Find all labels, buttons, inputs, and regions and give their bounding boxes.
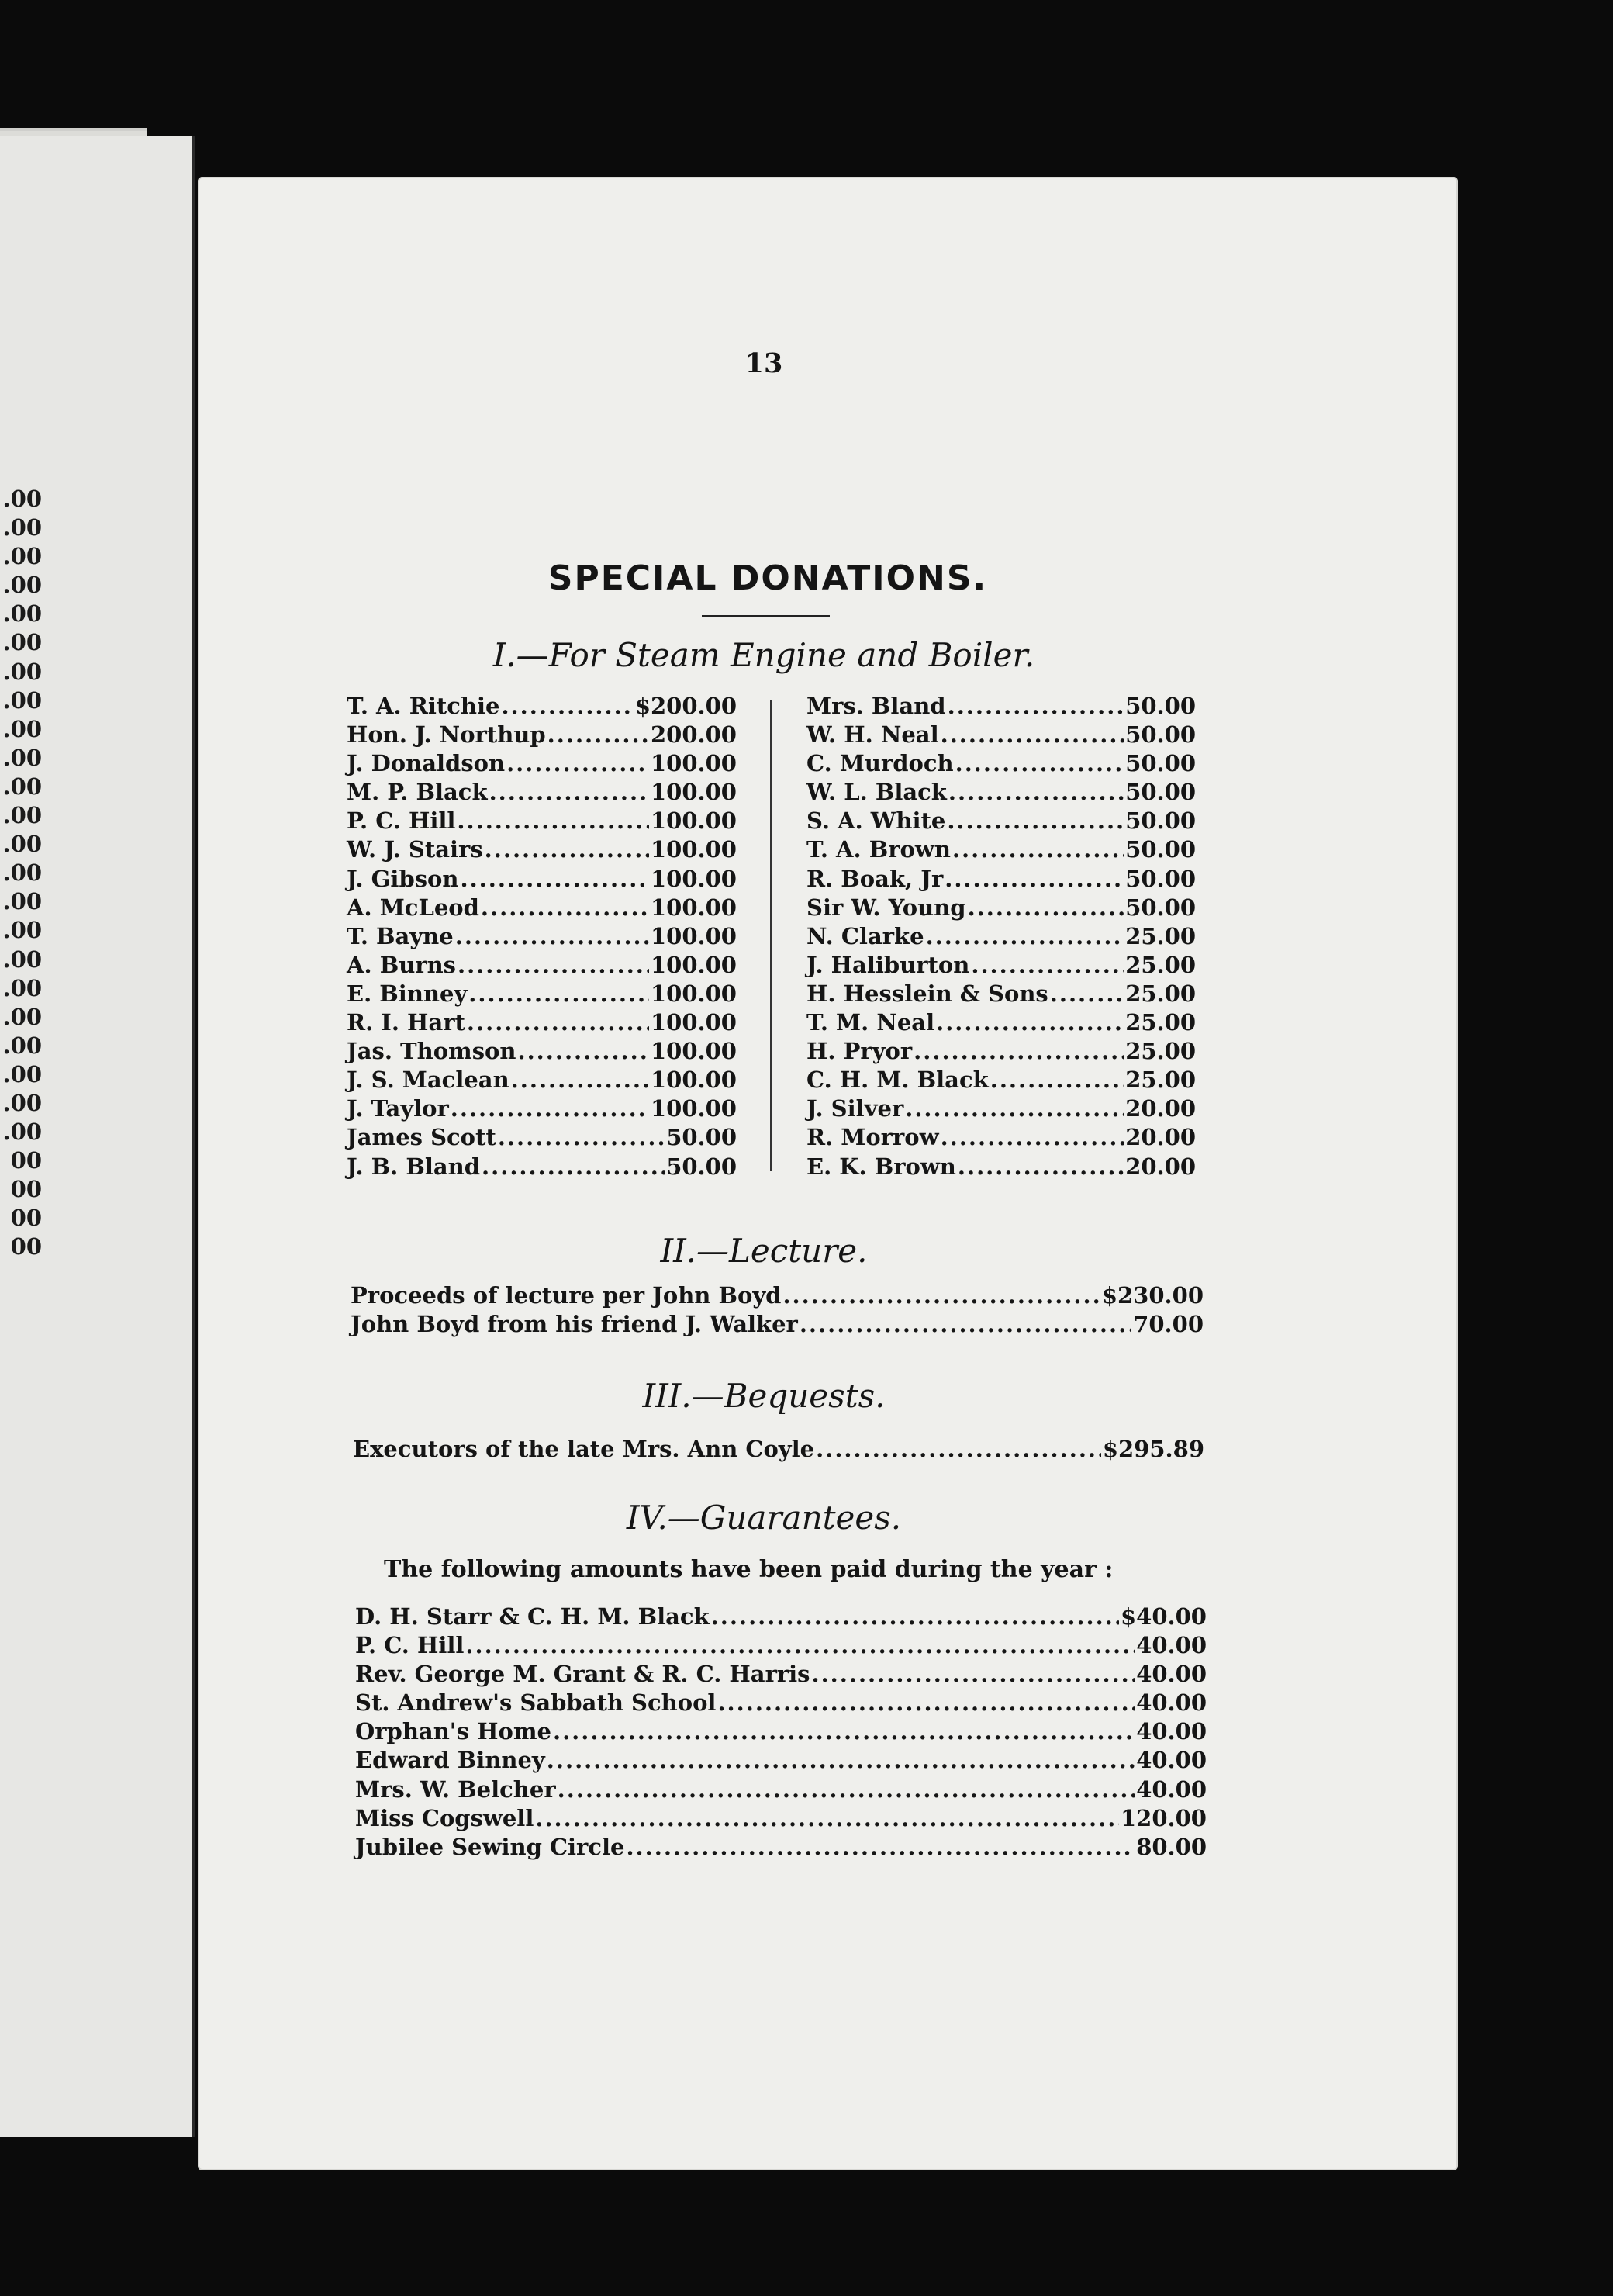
donor-name: J. Silver xyxy=(806,1095,904,1122)
donor-name: Mrs. Bland xyxy=(806,693,946,719)
dot-leader xyxy=(553,1717,1135,1746)
donation-row xyxy=(347,1008,737,1037)
donation-row xyxy=(355,1833,1207,1862)
donation-amount: 120.00 xyxy=(1121,1804,1207,1831)
donation-amount: 50.00 xyxy=(1125,750,1196,777)
donation-amount: 100.00 xyxy=(651,1095,737,1122)
donation-amount: 100.00 xyxy=(651,1067,737,1094)
donation-row xyxy=(355,1804,1207,1833)
adjacent-amount: .00 xyxy=(2,514,42,541)
section-heading-guarantees: IV.—Guarantees. xyxy=(626,1499,902,1537)
donation-row xyxy=(355,1746,1207,1775)
donation-amount: 20.00 xyxy=(1125,1124,1196,1151)
donation-amount: 50.00 xyxy=(666,1124,737,1151)
dot-leader xyxy=(816,1435,1101,1464)
donor-name: N. Clarke xyxy=(806,922,924,949)
donation-amount: 50.00 xyxy=(1125,894,1196,921)
donation-row xyxy=(347,778,737,807)
dot-leader xyxy=(558,1776,1135,1804)
donation-amount: 50.00 xyxy=(1125,836,1196,863)
adjacent-amount: .00 xyxy=(2,1003,42,1030)
donation-amount: 25.00 xyxy=(1125,1067,1196,1094)
donation-amount: 40.00 xyxy=(1136,1747,1207,1774)
section-heading-steam: I.—For Steam Engine and Boiler. xyxy=(492,636,1035,674)
donation-amount: 25.00 xyxy=(1125,1009,1196,1036)
donor-name: D. H. Starr & C. H. M. Black xyxy=(355,1603,710,1630)
adjacent-amount: .00 xyxy=(2,486,42,512)
donation-amount: 50.00 xyxy=(1125,721,1196,749)
dot-leader xyxy=(511,1066,649,1094)
donor-name: R. Morrow xyxy=(806,1124,939,1151)
lecture-list xyxy=(351,1281,1204,1339)
donation-row xyxy=(347,980,737,1008)
dot-leader xyxy=(782,1281,1100,1310)
dot-leader xyxy=(460,865,649,894)
donation-row xyxy=(806,807,1196,835)
donation-amount: $200.00 xyxy=(634,693,737,719)
donation-row xyxy=(355,1631,1207,1660)
donation-row xyxy=(806,778,1196,807)
dot-leader xyxy=(465,1631,1135,1660)
dot-leader xyxy=(501,692,633,721)
donation-amount: 100.00 xyxy=(651,779,737,806)
guarantees-intro: The following amounts have been paid during the year : xyxy=(384,1556,1114,1583)
donor-name: J. Haliburton xyxy=(806,951,970,978)
adjacent-amount: .00 xyxy=(2,600,42,628)
donation-amount: 80.00 xyxy=(1136,1833,1207,1860)
donation-row xyxy=(347,1123,737,1152)
donor-name: W. L. Black xyxy=(806,779,947,806)
dot-leader xyxy=(455,922,649,951)
donation-row xyxy=(806,692,1196,721)
donation-amount: 25.00 xyxy=(1125,951,1196,978)
dot-leader xyxy=(711,1603,1119,1631)
dot-leader xyxy=(926,922,1124,951)
donation-amount: 40.00 xyxy=(1136,1776,1207,1803)
donor-name: M. P. Black xyxy=(347,779,488,806)
donor-name: A. McLeod xyxy=(347,894,479,921)
title-rule xyxy=(702,615,830,617)
page-title: SPECIAL DONATIONS. xyxy=(547,558,988,598)
donor-name: R. I. Hart xyxy=(347,1009,465,1036)
donation-row xyxy=(355,1603,1207,1631)
dot-leader xyxy=(947,807,1124,835)
adjacent-amount: 00 xyxy=(10,1147,42,1174)
dot-leader xyxy=(468,980,649,1008)
donation-amount: 100.00 xyxy=(651,1009,737,1036)
donor-name: Jubilee Sewing Circle xyxy=(355,1833,625,1860)
adjacent-amount: .00 xyxy=(2,629,42,656)
donation-amount: 25.00 xyxy=(1125,980,1196,1007)
donation-amount: 40.00 xyxy=(1136,1718,1207,1745)
donor-name: H. Hesslein & Sons xyxy=(806,980,1048,1007)
donor-name: T. Bayne xyxy=(347,922,454,949)
donation-row xyxy=(355,1717,1207,1746)
donation-amount: 200.00 xyxy=(651,721,737,749)
donation-row xyxy=(347,807,737,835)
adjacent-amount: .00 xyxy=(2,859,42,887)
dot-leader xyxy=(626,1833,1135,1862)
donation-amount: 25.00 xyxy=(1125,922,1196,949)
dot-leader xyxy=(467,1008,649,1037)
dot-leader xyxy=(506,749,649,778)
dot-leader xyxy=(948,692,1124,721)
donation-row xyxy=(806,835,1196,864)
donor-name: Orphan's Home xyxy=(355,1718,551,1745)
donation-row xyxy=(347,865,737,894)
donation-amount: 50.00 xyxy=(1125,779,1196,806)
dot-leader xyxy=(547,721,649,749)
donor-name: J. B. Bland xyxy=(347,1153,481,1180)
donor-name: James Scott xyxy=(347,1124,496,1151)
donation-row xyxy=(806,1008,1196,1037)
page-number: 13 xyxy=(744,348,783,379)
donation-row xyxy=(355,1776,1207,1804)
donor-name: C. H. M. Black xyxy=(806,1067,989,1094)
donation-row xyxy=(353,1435,1204,1464)
donor-name: E. Binney xyxy=(347,980,468,1007)
dot-leader xyxy=(936,1008,1124,1037)
adjacent-amount: .00 xyxy=(2,946,42,973)
donor-name: J. Taylor xyxy=(347,1095,449,1122)
donation-row xyxy=(347,922,737,951)
adjacent-amount: .00 xyxy=(2,744,42,771)
dot-leader xyxy=(941,1123,1124,1152)
dot-leader xyxy=(451,1094,649,1123)
dot-leader xyxy=(485,835,649,864)
bequests-list xyxy=(353,1435,1204,1464)
donation-amount: 100.00 xyxy=(651,1038,737,1065)
donation-amount: 50.00 xyxy=(666,1153,737,1180)
donation-amount: 40.00 xyxy=(1136,1689,1207,1717)
donor-name: J. Donaldson xyxy=(347,750,506,777)
donor-name: T. A. Ritchie xyxy=(347,693,500,719)
donor-name: R. Boak, Jr xyxy=(806,865,944,892)
donor-name: Sir W. Young xyxy=(806,894,966,921)
donation-row xyxy=(806,749,1196,778)
donation-row xyxy=(806,1094,1196,1123)
dot-leader xyxy=(914,1037,1124,1066)
donation-amount: 40.00 xyxy=(1136,1661,1207,1688)
donation-amount: $230.00 xyxy=(1101,1282,1204,1309)
donation-amount: 70.00 xyxy=(1133,1311,1204,1338)
donor-name: A. Burns xyxy=(347,951,456,978)
donation-row xyxy=(351,1281,1204,1310)
donation-row xyxy=(806,894,1196,922)
donor-name: E. K. Brown xyxy=(806,1153,956,1180)
donor-name: P. C. Hill xyxy=(347,807,456,835)
donation-row xyxy=(347,1066,737,1094)
adjacent-amount: .00 xyxy=(2,1119,42,1146)
donation-row xyxy=(347,894,737,922)
donation-row xyxy=(806,1153,1196,1181)
dot-leader xyxy=(971,951,1124,980)
dot-leader xyxy=(517,1037,649,1066)
section-heading-lecture: II.—Lecture. xyxy=(660,1232,868,1270)
donor-name: Miss Cogswell xyxy=(355,1804,534,1831)
steam-donors-right-column xyxy=(806,692,1196,1181)
dot-leader xyxy=(948,778,1124,807)
adjacent-amount: 00 xyxy=(10,1176,42,1203)
donation-amount: 40.00 xyxy=(1136,1632,1207,1659)
dot-leader xyxy=(800,1310,1131,1339)
section-heading-bequests: III.—Bequests. xyxy=(642,1377,886,1415)
adjacent-amount: 00 xyxy=(10,1233,42,1260)
adjacent-page-amounts xyxy=(0,485,62,1262)
adjacent-amount: 00 xyxy=(10,1205,42,1232)
adjacent-amount: .00 xyxy=(2,1060,42,1087)
donation-row xyxy=(806,980,1196,1008)
adjacent-amount: .00 xyxy=(2,1089,42,1116)
adjacent-amount: .00 xyxy=(2,802,42,829)
dot-leader xyxy=(905,1094,1124,1123)
donor-name: St. Andrew's Sabbath School xyxy=(355,1689,717,1717)
donation-row xyxy=(806,865,1196,894)
donor-name: C. Murdoch xyxy=(806,750,954,777)
adjacent-amount: .00 xyxy=(2,715,42,742)
dot-leader xyxy=(952,835,1124,864)
donation-row xyxy=(347,1153,737,1181)
donation-row xyxy=(355,1689,1207,1717)
column-divider xyxy=(770,700,772,1171)
donor-name: Hon. J. Northup xyxy=(347,721,546,749)
donation-row xyxy=(347,951,737,980)
donation-amount: 100.00 xyxy=(651,836,737,863)
dot-leader xyxy=(717,1689,1135,1717)
adjacent-amount: .00 xyxy=(2,543,42,570)
donation-amount: $295.89 xyxy=(1102,1436,1204,1462)
adjacent-amount: .00 xyxy=(2,572,42,599)
dot-leader xyxy=(481,894,649,922)
donation-amount: 50.00 xyxy=(1125,807,1196,835)
donor-name: P. C. Hill xyxy=(355,1632,465,1659)
dot-leader xyxy=(535,1804,1119,1833)
donation-row xyxy=(347,1094,737,1123)
donation-amount: 25.00 xyxy=(1125,1038,1196,1065)
dot-leader xyxy=(990,1066,1124,1094)
donor-name: Mrs. W. Belcher xyxy=(355,1776,556,1803)
donor-name: T. M. Neal xyxy=(806,1009,935,1036)
adjacent-amount: .00 xyxy=(2,686,42,714)
adjacent-amount: .00 xyxy=(2,1032,42,1059)
donation-amount: 100.00 xyxy=(651,894,737,921)
guarantees-list xyxy=(355,1603,1207,1862)
donation-row xyxy=(806,922,1196,951)
donation-row xyxy=(806,721,1196,749)
donor-name: H. Pryor xyxy=(806,1038,913,1065)
donation-row xyxy=(347,721,737,749)
adjacent-amount: .00 xyxy=(2,773,42,800)
donor-name: Edward Binney xyxy=(355,1747,545,1774)
dot-leader xyxy=(498,1123,665,1152)
donor-name: T. A. Brown xyxy=(806,836,951,863)
dot-leader xyxy=(968,894,1124,922)
dot-leader xyxy=(547,1746,1135,1775)
donor-name: S. A. White xyxy=(806,807,946,835)
donation-amount: 100.00 xyxy=(651,980,737,1007)
donor-name: Rev. George M. Grant & R. C. Harris xyxy=(355,1661,810,1688)
donor-name: W. H. Neal xyxy=(806,721,939,749)
donation-row xyxy=(355,1660,1207,1689)
donation-row xyxy=(351,1310,1204,1339)
dot-leader xyxy=(945,865,1124,894)
adjacent-amount: .00 xyxy=(2,831,42,858)
donation-amount: 100.00 xyxy=(651,750,737,777)
adjacent-amount: .00 xyxy=(2,888,42,915)
dot-leader xyxy=(1050,980,1124,1008)
steam-donors-left-column xyxy=(347,692,737,1181)
donor-name: Proceeds of lecture per John Boyd xyxy=(351,1282,782,1309)
donor-name: W. J. Stairs xyxy=(347,836,483,863)
donation-row xyxy=(347,692,737,721)
donation-amount: 20.00 xyxy=(1125,1095,1196,1122)
donation-row xyxy=(806,1066,1196,1094)
donor-name: J. Gibson xyxy=(347,865,459,892)
dot-leader xyxy=(941,721,1124,749)
donation-row xyxy=(806,1037,1196,1066)
donation-row xyxy=(347,749,737,778)
donation-amount: 100.00 xyxy=(651,922,737,949)
donation-amount: 100.00 xyxy=(651,951,737,978)
donor-name: Jas. Thomson xyxy=(347,1038,516,1065)
dot-leader xyxy=(489,778,649,807)
donation-amount: 20.00 xyxy=(1125,1153,1196,1180)
dot-leader xyxy=(955,749,1124,778)
donor-name: J. S. Maclean xyxy=(347,1067,509,1094)
adjacent-amount: .00 xyxy=(2,917,42,944)
donation-row xyxy=(347,1037,737,1066)
donation-amount: 50.00 xyxy=(1125,693,1196,719)
adjacent-amount: .00 xyxy=(2,658,42,685)
dot-leader xyxy=(458,951,649,980)
donation-amount: $40.00 xyxy=(1121,1603,1207,1630)
adjacent-amount: .00 xyxy=(2,974,42,1001)
donation-row xyxy=(806,951,1196,980)
donation-amount: 50.00 xyxy=(1125,865,1196,892)
dot-leader xyxy=(811,1660,1135,1689)
dot-leader xyxy=(457,807,649,835)
dot-leader xyxy=(482,1153,665,1181)
donation-amount: 100.00 xyxy=(651,865,737,892)
donation-row xyxy=(347,835,737,864)
donor-name: John Boyd from his friend J. Walker xyxy=(351,1311,798,1338)
donation-row xyxy=(806,1123,1196,1152)
donation-amount: 100.00 xyxy=(651,807,737,835)
donor-name: Executors of the late Mrs. Ann Coyle xyxy=(353,1436,815,1462)
dot-leader xyxy=(958,1153,1124,1181)
